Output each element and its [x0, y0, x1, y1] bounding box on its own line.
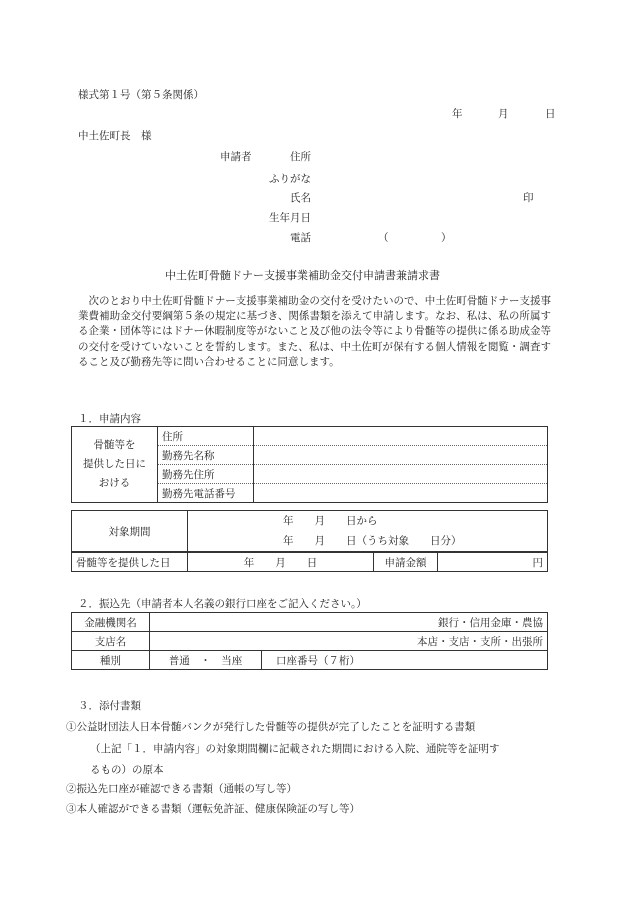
section2-heading: ２．振込先（申請者本人名義の銀行口座をご記入ください。） [78, 598, 367, 610]
field-employer-phone-label: 勤務先電話番号 [158, 484, 254, 503]
application-table [71, 426, 548, 503]
applicant-phone-parens: （ ） [378, 232, 452, 244]
period-label: 対象期間 [72, 511, 188, 552]
amount-label: 申請金額 [374, 553, 438, 572]
field-employer-address-input[interactable] [254, 465, 548, 484]
applicant-furigana-label: ふりがな [269, 173, 311, 185]
applicant-name-label: 氏名 [290, 192, 311, 204]
attachment-item1-line1: ①公益財団法人日本骨髄バンクが発行した骨髄等の提供が完了したことを証明する書類 [66, 721, 476, 733]
period-to: 年 月 日（うち対象 日分） [283, 535, 462, 547]
label-line1: 骨髄等を [93, 439, 136, 451]
date-day: 日 [545, 108, 556, 120]
addressee: 中土佐町長 様 [78, 130, 152, 142]
applicant-phone-label: 電話 [290, 232, 311, 244]
field-employer-name-label: 勤務先名称 [158, 446, 254, 465]
account-number-label[interactable]: 口座番号（７桁） [262, 651, 548, 670]
provided-table [71, 552, 548, 572]
amount-unit[interactable]: 円 [438, 553, 548, 572]
provision-date-label [72, 427, 158, 503]
account-type-options[interactable]: 普通 ・ 当座 [150, 651, 262, 670]
attachment-item1-line3: るもの）の原本 [90, 764, 164, 776]
section3-heading: ３．添付書類 [78, 700, 141, 712]
branch-options[interactable]: 本店・支店・支所・出張所 [150, 632, 548, 651]
section1-heading: １．申請内容 [78, 413, 141, 425]
applicant-address-label: 住所 [290, 151, 311, 163]
period-value[interactable] [188, 511, 548, 552]
bank-table [71, 612, 548, 670]
date-month: 月 [498, 108, 509, 120]
field-employer-address-label: 勤務先住所 [158, 465, 254, 484]
body-paragraph: 次のとおり中土佐町骨髄ドナー支援事業補助金の交付を受けたいので、中土佐町骨髄ドナー支援事業費補助金交付要綱第５条の規定に基づき、関係書類を添えて申請します。なお、私は、私の所属する企業・団体等にはドナー休暇制度等がないこと及び他の法令等により骨髄等の提供に係る助成金等の交付を受けていないことを誓約します。また、私は、中土佐町が保有する個人情報を閲覧・調査すること及び勤務先等に問い合わせることに同意します。 [78, 295, 551, 368]
seal-mark: 印 [523, 192, 534, 204]
applicant-label: 申請者 [220, 151, 252, 163]
field-address-label: 住所 [158, 427, 254, 446]
field-employer-name-input[interactable] [254, 446, 548, 465]
applicant-birthdate-label: 生年月日 [269, 212, 311, 224]
provided-date-label: 骨髄等を提供した日 [72, 553, 188, 572]
bank-options[interactable]: 銀行・信用金庫・農協 [150, 613, 548, 632]
attachment-item1-line2: （上記「１．申請内容」の対象期間欄に記載された期間における入院、通院等を証明す [90, 743, 500, 755]
period-table [71, 510, 548, 552]
period-from: 年 月 日から [283, 515, 378, 527]
account-type-label: 種別 [72, 651, 150, 670]
form-number: 様式第１号（第５条関係） [78, 89, 204, 101]
document-title: 中土佐町骨髄ドナー支援事業補助金交付申請書兼請求書 [165, 269, 440, 282]
branch-label: 支店名 [72, 632, 150, 651]
bank-label: 金融機関名 [72, 613, 150, 632]
attachment-item3: ③本人確認ができる書類（運転免許証、健康保険証の写し等） [66, 803, 360, 815]
provided-date-value[interactable]: 年 月 日 [188, 553, 374, 572]
label-line3: おける [98, 477, 131, 489]
label-line2: 提供した日に [83, 458, 146, 470]
date-year: 年 [452, 108, 463, 120]
attachment-item2: ②振込先口座が確認できる書類（通帳の写し等） [66, 783, 297, 795]
field-employer-phone-input[interactable] [254, 484, 548, 503]
field-address-input[interactable] [254, 427, 548, 446]
